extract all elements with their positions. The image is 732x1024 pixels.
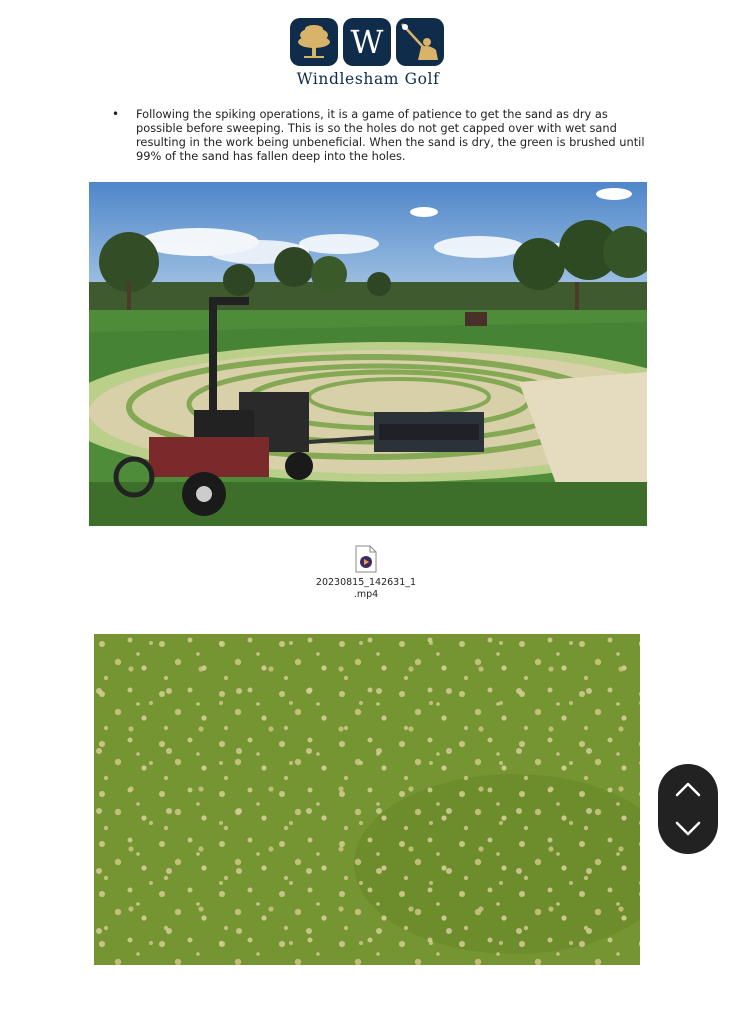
video-attachment[interactable] bbox=[306, 545, 426, 601]
tree-icon bbox=[290, 18, 338, 66]
video-file-icon bbox=[355, 545, 377, 573]
bullet-paragraph bbox=[112, 107, 652, 163]
page-scroll-control bbox=[658, 764, 718, 854]
windlesham-golf-logo bbox=[290, 18, 446, 94]
attachment-filename bbox=[306, 577, 426, 601]
green-closeup-photo bbox=[94, 634, 640, 965]
bullet-marker: • bbox=[112, 107, 120, 121]
paragraph-text: Following the spiking operations, it is a game of patience to get the sand as dry as possible before sweeping. This is so the holes do not get capped over with wet sand resulting in the work being unbeneficial. When the sand is dry, the green is brushed until 99% of the sand has fallen deep into the holes. bbox=[136, 107, 645, 163]
scroll-up-button[interactable] bbox=[670, 775, 706, 803]
filename-line-1: 20230815_142631_1 bbox=[315, 577, 417, 588]
logo-wordmark: Windlesham Golf bbox=[296, 70, 440, 88]
green-brushing-photo bbox=[89, 182, 647, 526]
golfer-icon bbox=[396, 18, 444, 66]
chevron-down-icon bbox=[674, 820, 702, 838]
logo-letter: W bbox=[350, 23, 384, 61]
w-monogram-tile bbox=[343, 18, 391, 66]
filename-line-2: .mp4 bbox=[353, 589, 379, 600]
chevron-up-icon bbox=[674, 780, 702, 798]
scroll-down-button[interactable] bbox=[670, 815, 706, 843]
logo-tiles bbox=[290, 18, 446, 66]
